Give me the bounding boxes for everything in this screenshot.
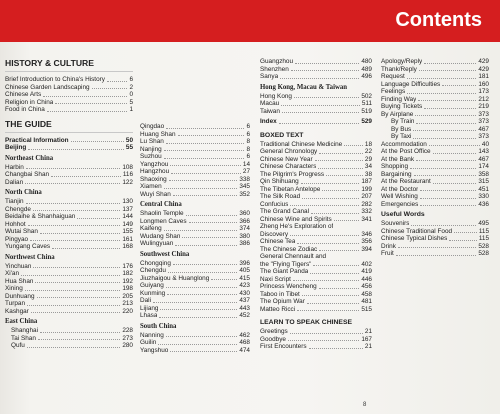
- toc-entry[interactable]: Bargaining 358: [381, 170, 489, 178]
- toc-entry[interactable]: Wutai Shan 155: [5, 228, 133, 235]
- toc-entry[interactable]: Jiuzhaigou & Huanglong 415: [140, 274, 250, 282]
- toc-entry[interactable]: Guangzhou 480: [260, 58, 372, 65]
- toc-entry[interactable]: Qin Shihuang 187: [260, 178, 372, 185]
- toc-entry[interactable]: Pingyao 161: [5, 235, 133, 243]
- toc-entry[interactable]: Apology/Reply 429: [381, 58, 489, 65]
- toc-entry[interactable]: By Taxi 373: [391, 133, 489, 140]
- toc-entry[interactable]: Matteo Ricci 515: [260, 305, 372, 313]
- toc-entry[interactable]: Drink 528: [381, 242, 489, 250]
- toc-entry[interactable]: The Opium War 481: [260, 298, 372, 305]
- toc-entry[interactable]: Request 181: [381, 73, 489, 80]
- toc-entry[interactable]: The Chinese Zodiac 394: [260, 245, 372, 253]
- divider: [5, 71, 133, 72]
- toc-entry[interactable]: The Pilgrim's Progress 38: [260, 170, 372, 178]
- toc-entry[interactable]: Beijing 55: [5, 144, 133, 151]
- toc-entry[interactable]: Zheng He's Exploration of: [260, 223, 334, 230]
- section-heading: LEARN TO SPEAK CHINESE: [260, 319, 353, 326]
- toc-entry[interactable]: Xi'an 182: [5, 270, 133, 277]
- toc-entry[interactable]: Lhasa 452: [140, 312, 250, 319]
- toc-entry[interactable]: Religion in China 5: [5, 98, 133, 106]
- toc-entry[interactable]: Sanya 496: [260, 73, 372, 80]
- toc-entry[interactable]: Greetings 21: [260, 328, 372, 335]
- toc-entry[interactable]: Chongqing 396: [140, 259, 250, 267]
- toc-entry[interactable]: Xiamen 345: [140, 183, 250, 190]
- toc-entry[interactable]: Changbai Shan 116: [5, 171, 133, 178]
- column-3: [260, 58, 372, 351]
- toc-entry[interactable]: Dalian 122: [5, 178, 133, 186]
- toc-entry[interactable]: Taboo in Tibet 458: [260, 290, 372, 298]
- toc-entry[interactable]: Qingdao 6: [140, 123, 250, 130]
- column-2: [140, 123, 250, 354]
- toc-entry[interactable]: Goodbye 167: [260, 335, 372, 343]
- toc-entry[interactable]: Princess Wencheng 456: [260, 283, 372, 290]
- guide-heading: THE GUIDE: [5, 118, 52, 129]
- divider: [5, 132, 133, 133]
- toc-entry[interactable]: Chinese Tea 356: [260, 238, 372, 245]
- toc-entry[interactable]: Kunming 430: [140, 289, 250, 297]
- toc-entry[interactable]: Yangzhou 14: [140, 160, 250, 168]
- page-title: Contents: [395, 9, 482, 31]
- toc-entry[interactable]: Dali 437: [140, 297, 250, 304]
- toc-entry[interactable]: Language Difficulties 160: [381, 80, 489, 88]
- history-list: [5, 76, 133, 114]
- toc-entry[interactable]: Brief Introduction to China's History 6: [5, 76, 133, 83]
- toc-entry[interactable]: Hua Shan 192: [5, 277, 133, 285]
- region-heading: Hong Kong, Macau & Taiwan: [260, 83, 348, 91]
- toc-entry[interactable]: At the Bank 467: [381, 155, 489, 163]
- toc-entry[interactable]: Souvenirs 495: [381, 220, 489, 227]
- toc-entry[interactable]: Nanjing 8: [140, 145, 250, 153]
- toc-entry[interactable]: Feelings 173: [381, 88, 489, 95]
- column-1: [5, 58, 133, 350]
- toc-entry[interactable]: Shaolin Temple 360: [140, 210, 250, 217]
- toc-entry[interactable]: Chinese Traditional Food 115: [381, 227, 489, 235]
- page-number: 8: [363, 402, 367, 408]
- toc-entry[interactable]: Beidaihe & Shanhaiguan 144: [5, 213, 133, 220]
- toc-entry[interactable]: The Tibetan Antelope 199: [260, 185, 372, 193]
- column-4: [381, 58, 489, 258]
- toc-entry[interactable]: Guilin 468: [140, 339, 250, 346]
- toc-entry[interactable]: General Chennault and: [260, 253, 327, 260]
- toc-entry[interactable]: Well Wishing 330: [381, 193, 489, 200]
- toc-entry[interactable]: Guiyang 423: [140, 282, 250, 289]
- toc-entry[interactable]: Suzhou 6: [140, 153, 250, 160]
- toc-entry[interactable]: Huang Shan 6: [140, 130, 250, 138]
- toc-entry[interactable]: Hangzhou 27: [140, 168, 250, 175]
- toc-entry[interactable]: Tai Shan 273: [11, 334, 133, 342]
- toc-entry[interactable]: Shenzhen 489: [260, 65, 372, 73]
- toc-entry[interactable]: Nanning 462: [140, 331, 250, 339]
- region-heading: Central China: [140, 201, 182, 208]
- toc-entry[interactable]: First Encounters 21: [260, 343, 372, 350]
- toc-entry[interactable]: The Silk Road 207: [260, 193, 372, 200]
- toc-entry[interactable]: Longmen Caves 366: [140, 217, 250, 225]
- toc-entry[interactable]: Shanghai 228: [11, 327, 133, 334]
- toc-entry[interactable]: The Grand Canal 332: [260, 208, 372, 215]
- history-heading: HISTORY & CULTURE: [5, 58, 94, 68]
- region-heading: North China: [5, 189, 42, 196]
- region-heading: Northwest China: [5, 253, 55, 261]
- toc-entry[interactable]: Harbin 108: [5, 163, 133, 171]
- toc-entry[interactable]: Food in China 1: [5, 106, 133, 113]
- toc-entry[interactable]: Macau 511: [260, 100, 372, 107]
- toc-entry[interactable]: Dunhuang 205: [5, 292, 133, 300]
- toc-entry[interactable]: Naxi Script 446: [260, 275, 372, 283]
- toc-entry[interactable]: Turpan 213: [5, 300, 133, 307]
- section-heading: BOXED TEXT: [260, 131, 304, 139]
- section-heading: Useful Words: [381, 211, 425, 218]
- toc-entry[interactable]: By Train 373: [391, 118, 489, 125]
- toc-entry[interactable]: Discovery 346: [260, 230, 372, 238]
- toc-entry[interactable]: Chinese Arts 0: [5, 91, 133, 98]
- toc-entry[interactable]: Shaoxing 338: [140, 175, 250, 183]
- toc-entry[interactable]: Kashgar 220: [5, 307, 133, 315]
- toc-entry[interactable]: Confucius 282: [260, 200, 372, 208]
- toc-entry[interactable]: Wudang Shan 380: [140, 232, 250, 240]
- region-heading: South China: [140, 322, 177, 330]
- toc-entry[interactable]: Accommodation 40: [381, 140, 489, 148]
- toc-entry[interactable]: Finding Way 212: [381, 95, 489, 103]
- toc-entry[interactable]: At the Restaurant 315: [381, 178, 489, 185]
- toc-entry[interactable]: Lu Shan 8: [140, 138, 250, 145]
- toc-entry[interactable]: Qufu 280: [11, 342, 133, 349]
- toc-entry[interactable]: Lijiang 443: [140, 304, 250, 312]
- toc-entry[interactable]: Kaifeng 374: [140, 225, 250, 232]
- toc-entry[interactable]: Yinchuan 176: [5, 262, 133, 270]
- toc-entry[interactable]: Hohhot 149: [5, 220, 133, 228]
- toc-entry[interactable]: Wuyi Shan 352: [140, 190, 250, 198]
- toc-entry[interactable]: Chinese Garden Landscaping 2: [5, 83, 133, 91]
- toc-entry[interactable]: Chinese Characters 34: [260, 163, 372, 170]
- toc-entry[interactable]: Chinese Wine and Spirits 341: [260, 215, 372, 223]
- toc-entry[interactable]: Xining 198: [5, 285, 133, 292]
- toc-entry[interactable]: Chengde 137: [5, 205, 133, 213]
- toc-entry[interactable]: Emergencies 436: [381, 200, 489, 208]
- toc-entry[interactable]: Chinese Typical Dishes 115: [381, 235, 489, 242]
- toc-entry[interactable]: Thank/Reply 429: [381, 65, 489, 73]
- toc-entry[interactable]: General Chronology 22: [260, 148, 372, 155]
- toc-entry[interactable]: Yungang Caves 168: [5, 243, 133, 250]
- toc-entry[interactable]: Wulingyuan 386: [140, 240, 250, 247]
- region-heading: East China: [5, 318, 38, 325]
- toc-entry[interactable]: Traditional Chinese Medicine 18: [260, 140, 372, 148]
- toc-entry[interactable]: Chinese New Year 29: [260, 155, 372, 163]
- toc-entry[interactable]: the "Flying Tigers" 402: [260, 260, 372, 268]
- toc-entry[interactable]: Taiwan 519: [260, 107, 372, 115]
- toc-entry-index[interactable]: Index 529: [260, 118, 372, 125]
- toc-entry[interactable]: Yangshuo 474: [140, 346, 250, 354]
- region-heading: Northeast China: [5, 154, 54, 162]
- toc-entry[interactable]: Shopping 174: [381, 163, 489, 170]
- toc-entry[interactable]: Buying Tickets 219: [381, 103, 489, 110]
- toc-entry[interactable]: Fruit 528: [381, 250, 489, 257]
- toc-entry[interactable]: At the Post Office 143: [381, 148, 489, 155]
- toc-entry[interactable]: The Giant Panda 419: [260, 268, 372, 275]
- toc-entry[interactable]: Tianjin 130: [5, 198, 133, 205]
- toc-entry[interactable]: By Bus 467: [391, 125, 489, 133]
- contents-banner: [0, 0, 500, 42]
- toc-entry[interactable]: By Airplane 373: [381, 110, 489, 118]
- region-heading: Southwest China: [140, 250, 190, 258]
- toc-entry[interactable]: Hong Kong 502: [260, 92, 372, 100]
- toc-entry[interactable]: Chengdu 405: [140, 267, 250, 274]
- toc-entry[interactable]: At the Doctor 451: [381, 185, 489, 193]
- toc-entry[interactable]: Practical Information 50: [5, 136, 133, 144]
